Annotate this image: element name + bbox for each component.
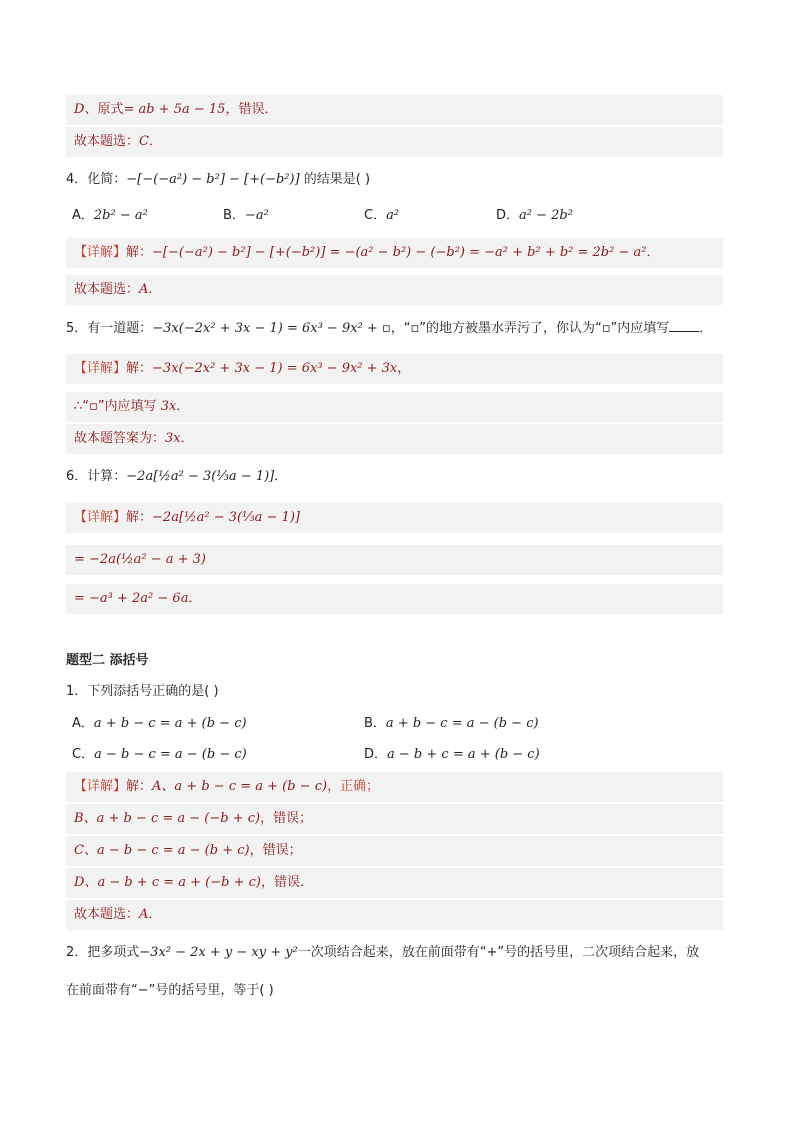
q4-option-b: B．−a² (223, 208, 269, 223)
s2q1-detail-a: 【详解】解：A、a + b − c = a + (b − c)，正确； (66, 772, 723, 802)
q4-option-a: A．2b² − a² (72, 208, 148, 223)
s2q1-options-row2 (66, 740, 723, 770)
s2q1-answer: 故本题选：A． (66, 900, 723, 930)
s2q1-options-row1 (66, 709, 723, 739)
s2q1-option-c: C．a − b − c = a − (b − c) (72, 747, 247, 762)
q5-stem: 5．有一道题：−3x(−2x² + 3x − 1) = 6x³ − 9x² + ▫，“▫”的地方被墨水弄污了，你认为“▫”内应填写 ． (66, 314, 723, 344)
q4-detail: 【详解】解：−[−(−a²) − b²] − [+(−b²)] = −(a² − b²) − (−b²) = −a² + b² + b² = 2b² − a²． (66, 238, 723, 268)
q6-step1: = −2a(½a² − a + 3) (66, 545, 723, 575)
s2q2-stem-line2: 在前面带有“−”号的括号里，等于( ) (66, 983, 274, 998)
s2q1-stem: 1．下列添括号正确的是( ) (66, 684, 219, 699)
q4-option-d: D．a² − 2b² (496, 208, 573, 223)
prev-answer-line: 故本题选：C． (66, 127, 723, 157)
section-heading: 题型二 添括号 (66, 653, 149, 668)
q5-detail: 【详解】解：−3x(−2x² + 3x − 1) = 6x³ − 9x² + 3x， (66, 354, 723, 384)
q4-options (66, 201, 723, 231)
q6-detail: 【详解】解：−2a[½a² − 3(⅓a − 1)] (66, 503, 723, 533)
q5-answer: 故本题答案为：3x． (66, 424, 723, 454)
s2q1-option-b: B．a + b − c = a − (b − c) (364, 716, 539, 731)
q6-step2: = −a³ + 2a² − 6a． (66, 584, 723, 614)
q4-answer: 故本题选：A． (66, 275, 723, 305)
s2q1-detail-d: D、a − b + c = a + (−b + c)，错误． (66, 868, 723, 898)
q5-answer-blank (669, 317, 699, 332)
q5-therefore: ∴“▫”内应填写 3x． (66, 392, 723, 422)
prev-option-d-line: D、原式= ab + 5a − 15，错误． (66, 95, 723, 125)
q4-option-c: C．a² (364, 208, 400, 223)
q4-stem: 4．化简：−[−(−a²) − b²] − [+(−b²)] 的结果是( ) (66, 172, 371, 187)
s2q2-stem: 2．把多项式−3x² − 2x + y − xy + y²一次项结合起来，放在前面带有“+”号的括号里，二次项结合起来，放 (66, 945, 700, 960)
s2q1-detail-b: B、a + b − c = a − (−b + c)，错误； (66, 804, 723, 834)
q6-stem: 6．计算：−2a[½a² − 3(⅓a − 1)]． (66, 469, 288, 484)
s2q1-option-a: A．a + b − c = a + (b − c) (72, 716, 247, 731)
s2q1-option-d: D．a − b + c = a + (b − c) (364, 747, 540, 762)
s2q1-detail-c: C、a − b − c = a − (b + c)，错误； (66, 836, 723, 866)
